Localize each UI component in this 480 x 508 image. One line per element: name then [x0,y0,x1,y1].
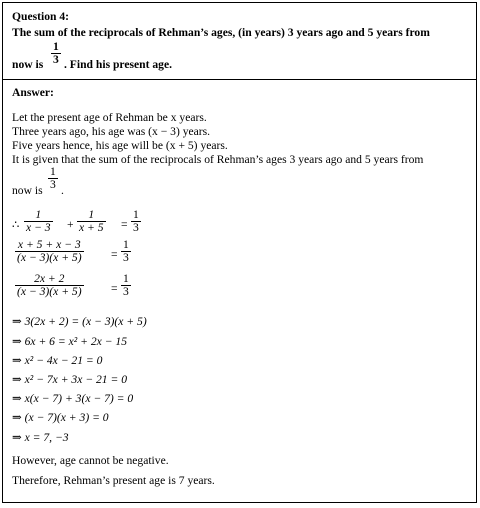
solution-step-2: ⇒ 6x + 6 = x² + 2x − 15 [12,335,127,348]
question-line-2-prefix: now is [12,58,44,71]
answer-line-5-suffix: . [61,184,64,197]
equation-1-fraction-b [77,209,106,234]
solution-step-6: ⇒ (x − 7)(x + 3) = 0 [12,411,109,424]
equals-sign: = [111,248,118,261]
fraction-denominator: 3 [133,221,139,234]
fraction-numerator: 1 [50,165,56,178]
equals-sign: = [121,218,128,231]
answer-line-1: Let the present age of Rehman be x years. [12,111,207,124]
solution-step-3: ⇒ x² − 4x − 21 = 0 [12,354,103,367]
answer-line-2: Three years ago, his age was (x − 3) years. [12,125,211,138]
equation-1-fraction-a [24,209,53,234]
question-line-1: The sum of the reciprocals of Rehman’s ages, (in years) 3 years ago and 5 years from [12,26,430,39]
conclusion-line-1: However, age cannot be negative. [12,454,169,467]
question-box [3,3,476,80]
fraction-numerator: 1 [133,208,139,221]
fraction-denominator: 3 [53,53,59,66]
equation-3-fraction [15,273,84,298]
fraction-denominator: 3 [50,178,56,191]
therefore-symbol: ∴ [12,218,20,231]
fraction-denominator: x + 5 [79,221,104,234]
answer-line-4: It is given that the sum of the reciprocals of Rehman’s ages 3 years ago and 5 years from [12,153,424,166]
fraction-numerator: x + 5 + x − 3 [17,238,81,251]
fraction-numerator: 1 [123,238,129,251]
solution-step-5: ⇒ x(x − 7) + 3(x − 7) = 0 [12,392,134,405]
fraction-numerator: 1 [88,208,95,221]
solution-step-1: ⇒ 3(2x + 2) = (x − 3)(x + 5) [12,315,147,328]
question-answer-frame [2,2,477,503]
plus-sign: + [67,218,74,231]
equation-1-fraction-result [131,209,141,234]
question-line-2-suffix: . Find his present age. [64,58,173,71]
fraction-denominator: 3 [123,285,129,298]
fraction-numerator: 1 [35,208,42,221]
answer-line-5-prefix: now is [12,184,43,197]
fraction-numerator: 1 [123,272,129,285]
equation-2-fraction-result [121,239,131,264]
equation-2-fraction [15,239,84,264]
fraction-numerator: 1 [53,40,59,53]
fraction-denominator: (x − 3)(x + 5) [17,251,82,264]
fraction-denominator: x − 3 [26,221,51,234]
solution-step-7: ⇒ x = 7, −3 [12,431,69,444]
conclusion-line-2: Therefore, Rehman’s present age is 7 years. [12,474,215,487]
answer-fraction [48,166,58,191]
answer-line-3: Five years hence, his age will be (x + 5) years. [12,139,228,152]
question-fraction [51,41,61,66]
fraction-denominator: (x − 3)(x + 5) [17,285,82,298]
question-heading: Question 4: [12,10,70,23]
equals-sign: = [111,282,118,295]
equation-3-fraction-result [121,273,131,298]
solution-step-4: ⇒ x² − 7x + 3x − 21 = 0 [12,373,127,386]
fraction-denominator: 3 [123,251,129,264]
answer-heading: Answer: [12,86,54,99]
fraction-numerator: 2x + 2 [34,272,65,285]
